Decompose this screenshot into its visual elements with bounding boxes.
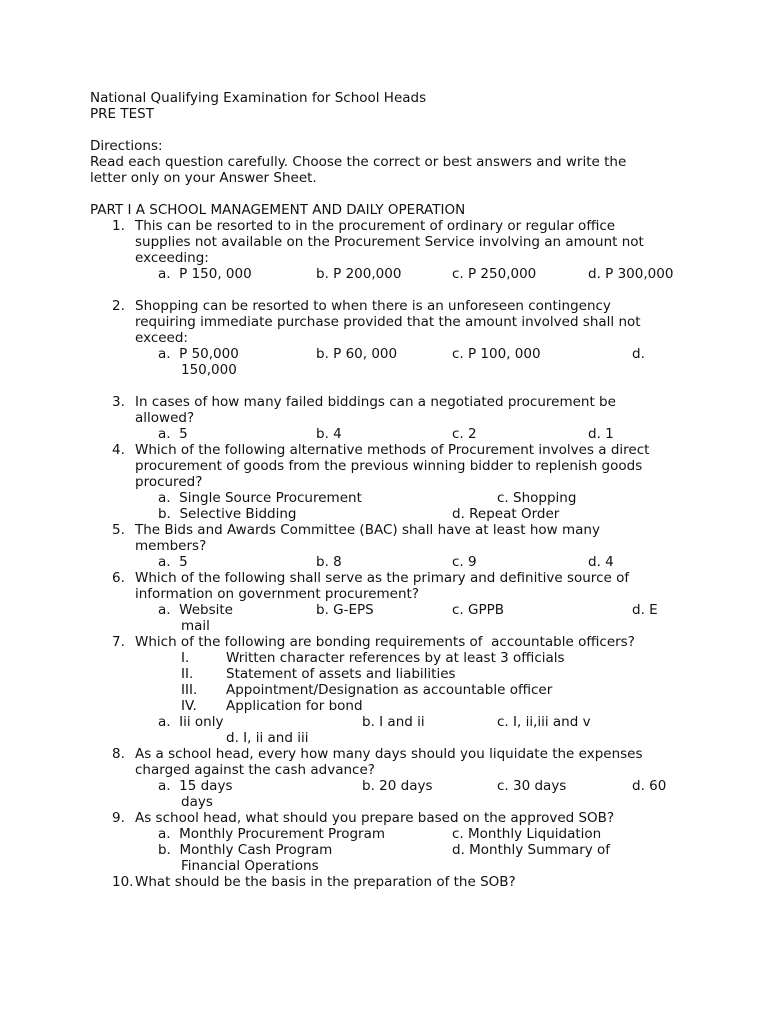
- question-number: 8.: [112, 746, 125, 762]
- choice-c: c. P 250,000: [452, 266, 537, 282]
- choice-d: d. E: [632, 602, 658, 618]
- exam-title: National Qualifying Examination for School Heads: [90, 90, 427, 106]
- choice-b: b. G-EPS: [316, 602, 374, 618]
- requirement-item: Written character references by at least 3 officials: [226, 650, 565, 666]
- exam-subtitle: PRE TEST: [90, 106, 154, 122]
- choice-d: d. 60: [632, 778, 667, 794]
- question-text: members?: [135, 538, 207, 554]
- choice-c: c. I, ii,iii and v: [497, 714, 591, 730]
- roman-numeral: IV.: [181, 698, 197, 714]
- question-number: 6.: [112, 570, 125, 586]
- requirement-item: Statement of assets and liabilities: [226, 666, 456, 682]
- question-text: Which of the following are bonding requirements of accountable officers?: [135, 634, 635, 650]
- choice-d: d.: [632, 346, 645, 362]
- question-text: requiring immediate purchase provided that the amount involved shall not: [135, 314, 641, 330]
- choice-b: b. Monthly Cash Program: [158, 842, 333, 858]
- question-text: procurement of goods from the previous winning bidder to replenish goods: [135, 458, 643, 474]
- choice-a: a. 5: [158, 426, 188, 442]
- question-text: exceed:: [135, 330, 188, 346]
- choice-d-continued: 150,000: [181, 362, 237, 378]
- question-text: charged against the cash advance?: [135, 762, 375, 778]
- choice-a: a. Monthly Procurement Program: [158, 826, 386, 842]
- question-number: 4.: [112, 442, 125, 458]
- roman-numeral: III.: [181, 682, 198, 698]
- choice-b: b. 4: [316, 426, 342, 442]
- question-text: In cases of how many failed biddings can a negotiated procurement be: [135, 394, 616, 410]
- choice-d: d. I, ii and iii: [226, 730, 309, 746]
- choice-a: a. Single Source Procurement: [158, 490, 362, 506]
- question-text: allowed?: [135, 410, 195, 426]
- choice-c: c. Shopping: [497, 490, 577, 506]
- choice-c: c. Monthly Liquidation: [452, 826, 602, 842]
- question-number: 1.: [112, 218, 125, 234]
- choice-c: c. GPPB: [452, 602, 505, 618]
- question-number: 7.: [112, 634, 125, 650]
- choice-b: b. Selective Bidding: [158, 506, 297, 522]
- choice-a: a. 15 days: [158, 778, 233, 794]
- choice-d-continued: mail: [181, 618, 210, 634]
- question-text: This can be resorted to in the procurement of ordinary or regular office: [135, 218, 616, 234]
- roman-numeral: I.: [181, 650, 190, 666]
- choice-d: d. Repeat Order: [452, 506, 560, 522]
- choice-c: c. P 100, 000: [452, 346, 541, 362]
- question-number: 2.: [112, 298, 125, 314]
- choice-d: d. P 300,000: [588, 266, 674, 282]
- question-text: What should be the basis in the preparation of the SOB?: [135, 874, 516, 890]
- choice-d: d. Monthly Summary of: [452, 842, 611, 858]
- requirement-item: Application for bond: [226, 698, 363, 714]
- roman-numeral: II.: [181, 666, 194, 682]
- choice-d-continued: Financial Operations: [181, 858, 319, 874]
- directions-label: Directions:: [90, 138, 163, 154]
- choice-c: c. 30 days: [497, 778, 567, 794]
- choice-a: a. P 50,000: [158, 346, 239, 362]
- choice-b: b. I and ii: [362, 714, 425, 730]
- directions-text: letter only on your Answer Sheet.: [90, 170, 317, 186]
- question-text: exceeding:: [135, 250, 209, 266]
- question-number: 3.: [112, 394, 125, 410]
- part-heading: PART I A SCHOOL MANAGEMENT AND DAILY OPERATION: [90, 202, 466, 218]
- question-text: As school head, what should you prepare based on the approved SOB?: [135, 810, 615, 826]
- choice-d-continued: days: [181, 794, 213, 810]
- directions-text: Read each question carefully. Choose the correct or best answers and write the: [90, 154, 627, 170]
- choice-b: b. P 200,000: [316, 266, 402, 282]
- choice-a: a. Iii only: [158, 714, 224, 730]
- choice-a: a. P 150, 000: [158, 266, 252, 282]
- question-number: 5.: [112, 522, 125, 538]
- choice-a: a. 5: [158, 554, 188, 570]
- question-text: procured?: [135, 474, 203, 490]
- choice-b: b. P 60, 000: [316, 346, 398, 362]
- choice-b: b. 8: [316, 554, 342, 570]
- question-text: Which of the following shall serve as the primary and definitive source of: [135, 570, 630, 586]
- question-text: information on government procurement?: [135, 586, 419, 602]
- question-number: 9.: [112, 810, 125, 826]
- choice-d: d. 1: [588, 426, 614, 442]
- choice-b: b. 20 days: [362, 778, 433, 794]
- choice-d: d. 4: [588, 554, 614, 570]
- choice-a: a. Website: [158, 602, 233, 618]
- requirement-item: Appointment/Designation as accountable officer: [226, 682, 553, 698]
- choice-c: c. 2: [452, 426, 477, 442]
- question-text: Shopping can be resorted to when there is an unforeseen contingency: [135, 298, 611, 314]
- question-text: The Bids and Awards Committee (BAC) shall have at least how many: [135, 522, 600, 538]
- choice-c: c. 9: [452, 554, 477, 570]
- question-text: supplies not available on the Procurement Service involving an amount not: [135, 234, 644, 250]
- question-text: Which of the following alternative methods of Procurement involves a direct: [135, 442, 650, 458]
- question-text: As a school head, every how many days should you liquidate the expenses: [135, 746, 643, 762]
- question-number: 10.: [112, 874, 134, 890]
